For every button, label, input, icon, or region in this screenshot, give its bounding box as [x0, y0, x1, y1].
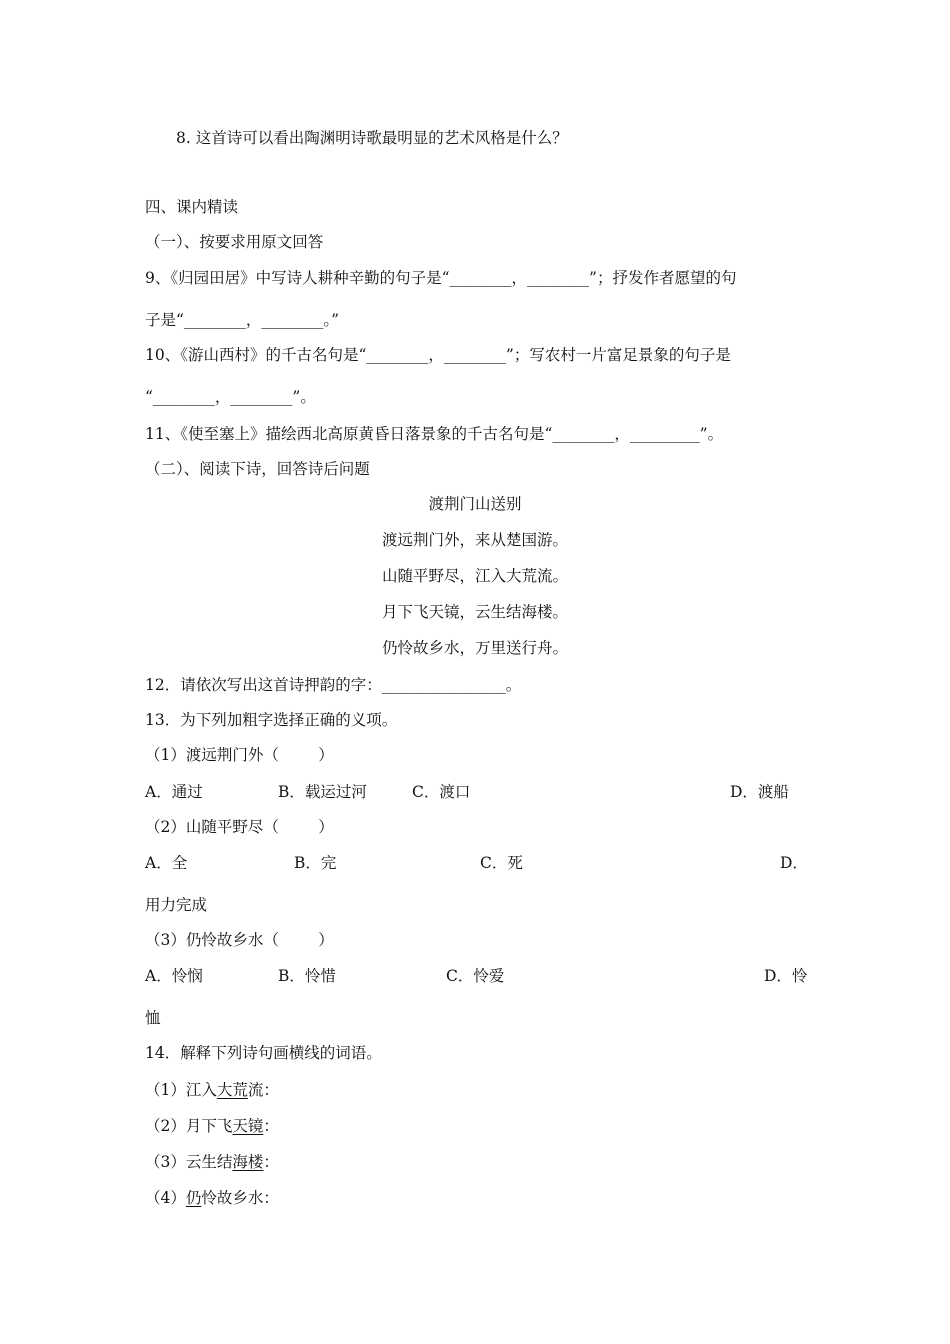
- item-prefix: （4）: [145, 1189, 186, 1207]
- poem-line: 渡远荆门外，来从楚国游。: [381, 531, 568, 549]
- section-heading-4: 四、课内精读: [145, 198, 239, 216]
- poem-title: 渡荆门山送别: [428, 495, 522, 513]
- underlined-word: 海楼: [232, 1153, 264, 1171]
- question-8: 8. 这首诗可以看出陶渊明诗歌最明显的艺术风格是什么？: [176, 129, 568, 147]
- underlined-word: 天镜: [232, 1117, 264, 1135]
- option-a: A．怜悯: [145, 967, 203, 985]
- option-b: B．完: [294, 854, 337, 872]
- option-a: A．通过: [145, 783, 203, 801]
- underlined-word: 仍: [185, 1189, 202, 1207]
- poem-line: 仍怜故乡水，万里送行舟。: [381, 639, 568, 657]
- option-d: D．怜: [764, 967, 808, 985]
- item-suffix: 流：: [247, 1081, 279, 1099]
- item-prefix: （2）月下飞: [145, 1117, 233, 1135]
- option-b: B．载运过河: [278, 783, 367, 801]
- question-10-line-2: “________，________”。: [145, 388, 316, 406]
- question-11: 11、《使至塞上》描绘西北高原黄昏日落景象的千古名句是“________，_________”。: [145, 425, 724, 443]
- option-c: C．怜爱: [446, 967, 505, 985]
- poem-line: 月下飞天镜，云生结海楼。: [381, 603, 568, 621]
- item-prefix: （1）江入: [145, 1081, 217, 1099]
- option-b: B．怜惜: [278, 967, 336, 985]
- option-a: A．全: [145, 854, 188, 872]
- question-13-3-stem: （3）仍怜故乡水（ ）: [145, 931, 334, 949]
- part-heading-2: （二）、阅读下诗，回答诗后问题: [145, 460, 370, 478]
- question-14-item: [145, 1152, 279, 1172]
- question-9-line-2: 子是“________，________。”: [145, 311, 340, 329]
- option-c: C．渡口: [412, 783, 471, 801]
- question-13-1-stem: （1）渡远荆门外（ ）: [145, 746, 334, 764]
- option-d: D．: [780, 854, 808, 872]
- poem-line: 山随平野尽，江入大荒流。: [381, 567, 568, 585]
- question-14-item: [145, 1188, 279, 1208]
- option-c: C．死: [480, 854, 523, 872]
- option-d-continued: 用力完成: [145, 896, 208, 914]
- question-10-line-1: 10、《游山西村》的千古名句是“________，________”；写农村一片富足景象的句子是: [145, 346, 731, 364]
- underlined-word: 大荒: [216, 1081, 248, 1099]
- item-prefix: （3）云生结: [145, 1153, 233, 1171]
- part-heading-1: （一）、按要求用原文回答: [145, 233, 324, 251]
- item-suffix: ：: [263, 1153, 279, 1171]
- item-suffix: 怜故乡水：: [201, 1189, 279, 1207]
- option-d-continued: 恤: [145, 1009, 161, 1027]
- question-13-2-stem: （2）山随平野尽（ ）: [145, 818, 334, 836]
- question-12: 12．请依次写出这首诗押韵的字：________________。: [145, 676, 522, 694]
- question-13: 13．为下列加粗字选择正确的义项。: [145, 711, 398, 729]
- question-14-item: [145, 1116, 279, 1136]
- question-14-item: [145, 1080, 279, 1100]
- question-9-line-1: 9、《归园田居》中写诗人耕种辛勤的句子是“________，________”；抒发作者愿望的句: [145, 269, 737, 287]
- option-d: D．渡船: [730, 783, 789, 801]
- question-14: 14．解释下列诗句画横线的词语。: [145, 1044, 382, 1062]
- item-suffix: ：: [263, 1117, 279, 1135]
